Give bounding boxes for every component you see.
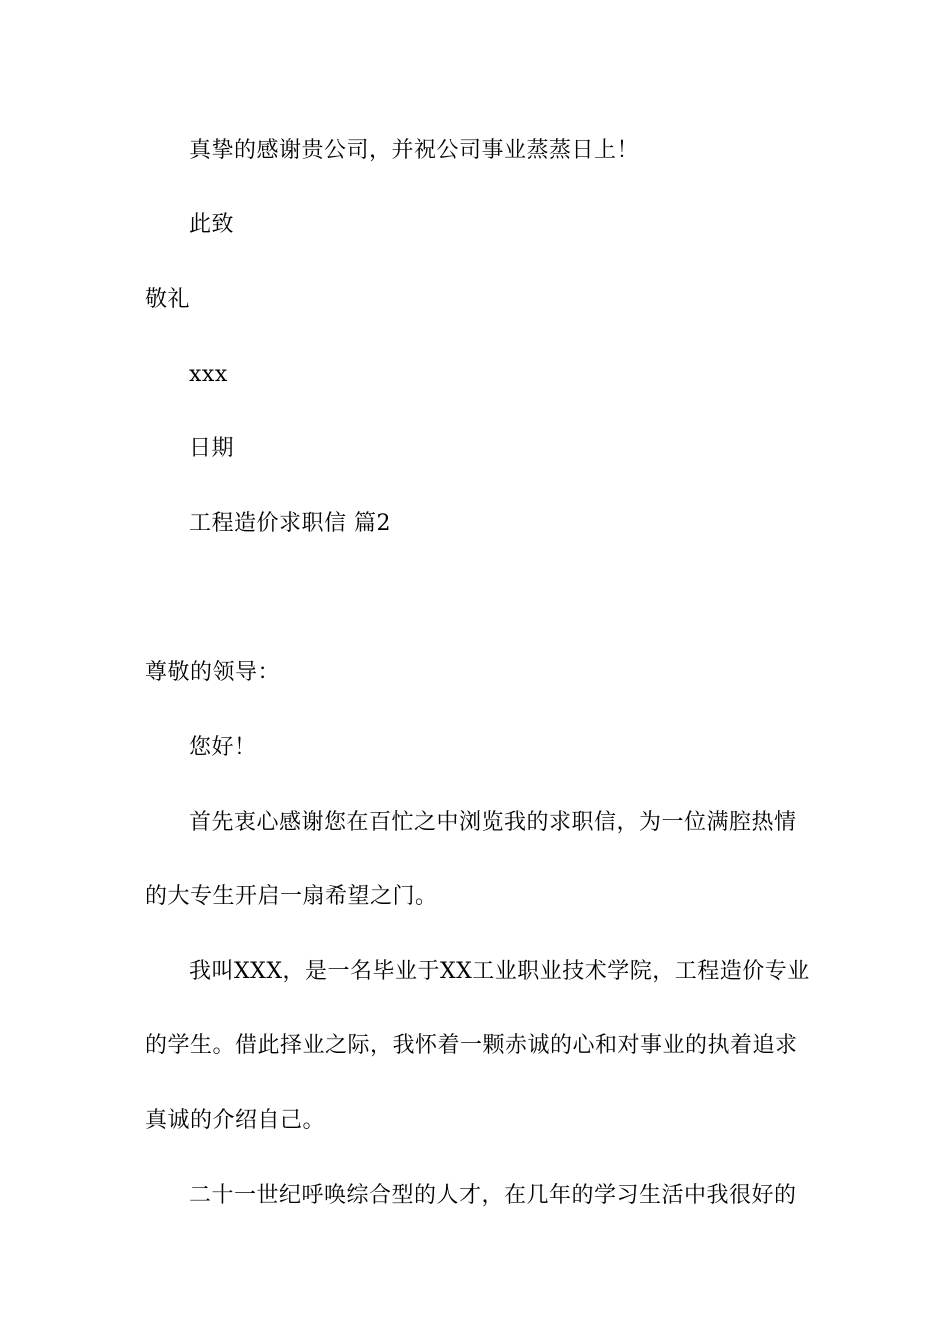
paragraph-line: 二十一世纪呼唤综合型的人才，在几年的学习生活中我很好的 [189,1183,797,1208]
closing-salutation: 此致 [189,212,235,237]
paragraph-line: 首先衷心感谢您在百忙之中浏览我的求职信，为一位满腔热情 [189,810,797,835]
signature-date: 日期 [189,436,235,461]
paragraph-line: 的学生。借此择业之际，我怀着一颗赤诚的心和对事业的执着追求 [145,1033,798,1058]
signature-name: xxx [189,362,228,387]
paragraph-line: 的大专生开启一扇希望之门。 [145,884,438,909]
closing-regards: 敬礼 [145,287,191,312]
greeting: 您好！ [189,735,257,760]
paragraph-line: 我叫XXX，是一名毕业于XX工业职业技术学院，工程造价专业 [189,959,810,984]
paragraph-thanks: 真挚的感谢贵公司，并祝公司事业蒸蒸日上！ [189,138,640,163]
section-heading: 工程造价求职信 篇2 [189,511,391,536]
letter-salutation: 尊敬的领导： [145,660,281,685]
paragraph-line: 真诚的介绍自己。 [145,1108,326,1133]
